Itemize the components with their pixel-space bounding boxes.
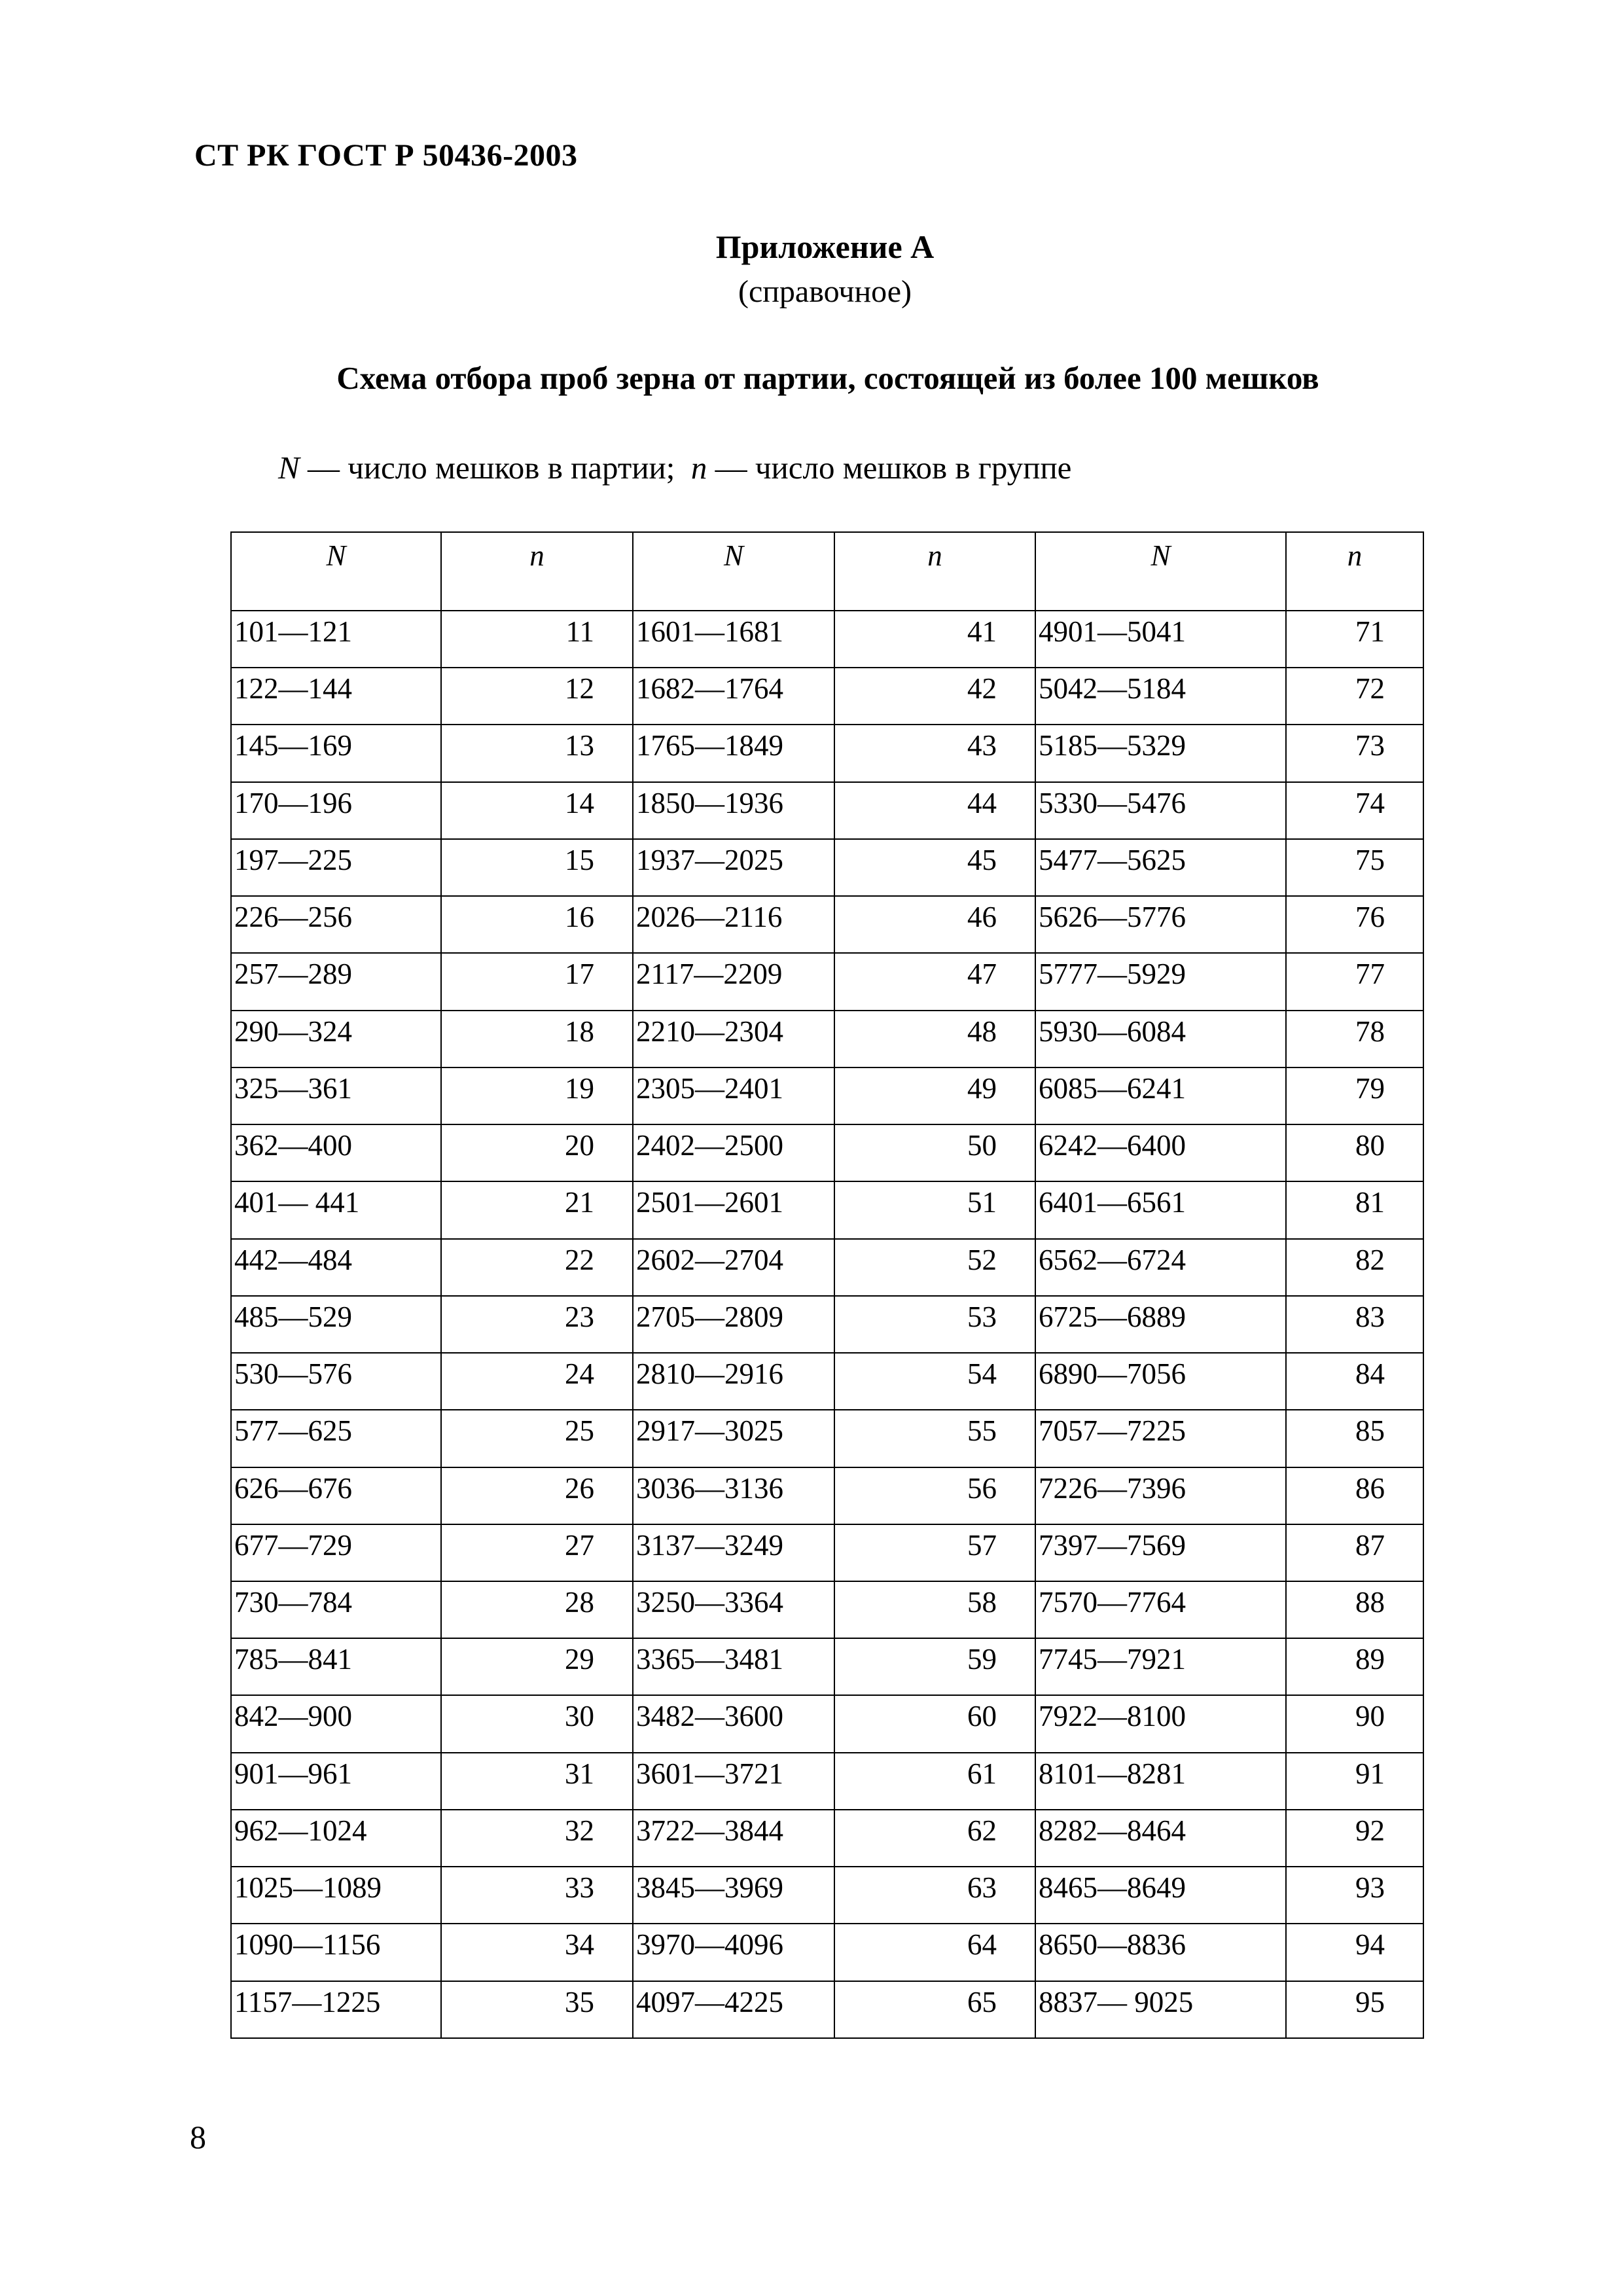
count-cell: 62 [834, 1810, 1035, 1867]
range-cell: 626—676 [231, 1467, 441, 1524]
count-cell: 35 [441, 1981, 633, 2038]
table-row [231, 896, 1423, 953]
range-cell: 442—484 [231, 1239, 441, 1296]
table-row [231, 1353, 1423, 1410]
range-cell: 5042—5184 [1035, 668, 1286, 725]
legend-n-lower-text: — число мешков в группе [707, 450, 1072, 486]
range-cell: 677—729 [231, 1524, 441, 1581]
count-cell: 33 [441, 1867, 633, 1924]
count-cell: 44 [834, 782, 1035, 839]
range-cell: 485—529 [231, 1296, 441, 1353]
count-cell: 64 [834, 1924, 1035, 1981]
count-cell: 29 [441, 1638, 633, 1695]
range-cell: 2117—2209 [633, 953, 834, 1010]
range-cell: 145—169 [231, 725, 441, 781]
sampling-table-body [231, 532, 1423, 2038]
range-cell: 3036—3136 [633, 1467, 834, 1524]
count-cell: 58 [834, 1581, 1035, 1638]
range-cell: 401— 441 [231, 1181, 441, 1238]
range-cell: 5477—5625 [1035, 839, 1286, 896]
legend-n-lower-symbol: n [690, 450, 707, 486]
count-cell: 19 [441, 1067, 633, 1124]
count-cell: 27 [441, 1524, 633, 1581]
range-cell: 2917—3025 [633, 1410, 834, 1467]
table-row [231, 1981, 1423, 2038]
range-cell: 6085—6241 [1035, 1067, 1286, 1124]
range-cell: 170—196 [231, 782, 441, 839]
range-cell: 8101—8281 [1035, 1753, 1286, 1810]
count-cell: 43 [834, 725, 1035, 781]
count-cell: 89 [1286, 1638, 1423, 1695]
count-cell: 17 [441, 953, 633, 1010]
table-row [231, 725, 1423, 781]
count-cell: 65 [834, 1981, 1035, 2038]
count-cell: 71 [1286, 611, 1423, 668]
count-cell: 86 [1286, 1467, 1423, 1524]
table-row [231, 1753, 1423, 1810]
count-cell: 11 [441, 611, 633, 668]
count-cell: 42 [834, 668, 1035, 725]
header-cell: n [834, 532, 1035, 611]
scheme-title: Схема отбора проб зерна от партии, состоящей из более 100 мешков [336, 360, 1319, 396]
count-cell: 75 [1286, 839, 1423, 896]
legend [278, 449, 1071, 486]
range-cell: 3137—3249 [633, 1524, 834, 1581]
count-cell: 41 [834, 611, 1035, 668]
range-cell: 3601—3721 [633, 1753, 834, 1810]
range-cell: 362—400 [231, 1124, 441, 1181]
count-cell: 16 [441, 896, 633, 953]
table-row [231, 1924, 1423, 1981]
count-cell: 31 [441, 1753, 633, 1810]
range-cell: 3482—3600 [633, 1695, 834, 1752]
count-cell: 56 [834, 1467, 1035, 1524]
count-cell: 92 [1286, 1810, 1423, 1867]
range-cell: 3365—3481 [633, 1638, 834, 1695]
count-cell: 81 [1286, 1181, 1423, 1238]
range-cell: 5777—5929 [1035, 953, 1286, 1010]
table-row [231, 1695, 1423, 1752]
count-cell: 49 [834, 1067, 1035, 1124]
table-row [231, 1067, 1423, 1124]
count-cell: 79 [1286, 1067, 1423, 1124]
range-cell: 3250—3364 [633, 1581, 834, 1638]
legend-n-upper-symbol: N [278, 450, 300, 486]
range-cell: 1850—1936 [633, 782, 834, 839]
range-cell: 2705—2809 [633, 1296, 834, 1353]
range-cell: 2602—2704 [633, 1239, 834, 1296]
range-cell: 2210—2304 [633, 1011, 834, 1067]
header-cell: n [1286, 532, 1423, 611]
range-cell: 1937—2025 [633, 839, 834, 896]
range-cell: 577—625 [231, 1410, 441, 1467]
count-cell: 72 [1286, 668, 1423, 725]
table-row [231, 1124, 1423, 1181]
header-cell: n [441, 532, 633, 611]
count-cell: 22 [441, 1239, 633, 1296]
count-cell: 28 [441, 1581, 633, 1638]
count-cell: 59 [834, 1638, 1035, 1695]
count-cell: 83 [1286, 1296, 1423, 1353]
range-cell: 5930—6084 [1035, 1011, 1286, 1067]
range-cell: 2402—2500 [633, 1124, 834, 1181]
range-cell: 6725—6889 [1035, 1296, 1286, 1353]
count-cell: 60 [834, 1695, 1035, 1752]
sampling-table [230, 531, 1424, 2039]
count-cell: 25 [441, 1410, 633, 1467]
range-cell: 7745—7921 [1035, 1638, 1286, 1695]
range-cell: 6401—6561 [1035, 1181, 1286, 1238]
range-cell: 842—900 [231, 1695, 441, 1752]
table-row [231, 1011, 1423, 1067]
count-cell: 57 [834, 1524, 1035, 1581]
table-row [231, 953, 1423, 1010]
range-cell: 730—784 [231, 1581, 441, 1638]
table-row [231, 1410, 1423, 1467]
range-cell: 1682—1764 [633, 668, 834, 725]
count-cell: 24 [441, 1353, 633, 1410]
count-cell: 74 [1286, 782, 1423, 839]
range-cell: 1025—1089 [231, 1867, 441, 1924]
legend-n-upper-text: — число мешков в партии; [299, 450, 691, 486]
count-cell: 47 [834, 953, 1035, 1010]
range-cell: 8282—8464 [1035, 1810, 1286, 1867]
appendix-subtitle: (справочное) [738, 274, 912, 309]
count-cell: 26 [441, 1467, 633, 1524]
range-cell: 5626—5776 [1035, 896, 1286, 953]
range-cell: 6562—6724 [1035, 1239, 1286, 1296]
range-cell: 5330—5476 [1035, 782, 1286, 839]
range-cell: 2501—2601 [633, 1181, 834, 1238]
table-row [231, 1239, 1423, 1296]
table-row [231, 782, 1423, 839]
count-cell: 73 [1286, 725, 1423, 781]
range-cell: 2305—2401 [633, 1067, 834, 1124]
range-cell: 1601—1681 [633, 611, 834, 668]
count-cell: 78 [1286, 1011, 1423, 1067]
range-cell: 197—225 [231, 839, 441, 896]
count-cell: 94 [1286, 1924, 1423, 1981]
count-cell: 54 [834, 1353, 1035, 1410]
count-cell: 46 [834, 896, 1035, 953]
count-cell: 32 [441, 1810, 633, 1867]
range-cell: 1090—1156 [231, 1924, 441, 1981]
range-cell: 7226—7396 [1035, 1467, 1286, 1524]
page-number: 8 [190, 2119, 206, 2155]
count-cell: 77 [1286, 953, 1423, 1010]
count-cell: 23 [441, 1296, 633, 1353]
range-cell: 5185—5329 [1035, 725, 1286, 781]
count-cell: 61 [834, 1753, 1035, 1810]
table-row [231, 611, 1423, 668]
header-cell: N [231, 532, 441, 611]
count-cell: 48 [834, 1011, 1035, 1067]
range-cell: 2026—2116 [633, 896, 834, 953]
count-cell: 20 [441, 1124, 633, 1181]
count-cell: 50 [834, 1124, 1035, 1181]
range-cell: 122—144 [231, 668, 441, 725]
count-cell: 53 [834, 1296, 1035, 1353]
range-cell: 226—256 [231, 896, 441, 953]
range-cell: 1157—1225 [231, 1981, 441, 2038]
count-cell: 14 [441, 782, 633, 839]
table-row [231, 1581, 1423, 1638]
count-cell: 34 [441, 1924, 633, 1981]
table-row [231, 1467, 1423, 1524]
table-row [231, 668, 1423, 725]
range-cell: 3970—4096 [633, 1924, 834, 1981]
table-row [231, 839, 1423, 896]
count-cell: 55 [834, 1410, 1035, 1467]
count-cell: 84 [1286, 1353, 1423, 1410]
table-row [231, 1810, 1423, 1867]
range-cell: 101—121 [231, 611, 441, 668]
count-cell: 52 [834, 1239, 1035, 1296]
table-row [231, 1296, 1423, 1353]
range-cell: 962—1024 [231, 1810, 441, 1867]
count-cell: 88 [1286, 1581, 1423, 1638]
count-cell: 45 [834, 839, 1035, 896]
range-cell: 8465—8649 [1035, 1867, 1286, 1924]
count-cell: 90 [1286, 1695, 1423, 1752]
count-cell: 30 [441, 1695, 633, 1752]
range-cell: 530—576 [231, 1353, 441, 1410]
count-cell: 18 [441, 1011, 633, 1067]
count-cell: 21 [441, 1181, 633, 1238]
count-cell: 76 [1286, 896, 1423, 953]
range-cell: 325—361 [231, 1067, 441, 1124]
count-cell: 51 [834, 1181, 1035, 1238]
range-cell: 6890—7056 [1035, 1353, 1286, 1410]
count-cell: 13 [441, 725, 633, 781]
range-cell: 901—961 [231, 1753, 441, 1810]
table-row [231, 1181, 1423, 1238]
table-row [231, 1638, 1423, 1695]
count-cell: 63 [834, 1867, 1035, 1924]
range-cell: 1765—1849 [633, 725, 834, 781]
table-row [231, 1524, 1423, 1581]
header-cell: N [633, 532, 834, 611]
count-cell: 80 [1286, 1124, 1423, 1181]
table-row [231, 1867, 1423, 1924]
count-cell: 87 [1286, 1524, 1423, 1581]
count-cell: 85 [1286, 1410, 1423, 1467]
range-cell: 4901—5041 [1035, 611, 1286, 668]
range-cell: 6242—6400 [1035, 1124, 1286, 1181]
range-cell: 3722—3844 [633, 1810, 834, 1867]
range-cell: 2810—2916 [633, 1353, 834, 1410]
range-cell: 257—289 [231, 953, 441, 1010]
range-cell: 7397—7569 [1035, 1524, 1286, 1581]
appendix-title: Приложение А [715, 228, 935, 265]
range-cell: 785—841 [231, 1638, 441, 1695]
table-header-row [231, 532, 1423, 611]
count-cell: 12 [441, 668, 633, 725]
header-cell: N [1035, 532, 1286, 611]
count-cell: 82 [1286, 1239, 1423, 1296]
range-cell: 8837— 9025 [1035, 1981, 1286, 2038]
range-cell: 7570—7764 [1035, 1581, 1286, 1638]
range-cell: 8650—8836 [1035, 1924, 1286, 1981]
count-cell: 95 [1286, 1981, 1423, 2038]
range-cell: 4097—4225 [633, 1981, 834, 2038]
range-cell: 3845—3969 [633, 1867, 834, 1924]
document-code: СТ РК ГОСТ Р 50436-2003 [194, 138, 578, 173]
count-cell: 93 [1286, 1867, 1423, 1924]
count-cell: 91 [1286, 1753, 1423, 1810]
range-cell: 290—324 [231, 1011, 441, 1067]
range-cell: 7057—7225 [1035, 1410, 1286, 1467]
range-cell: 7922—8100 [1035, 1695, 1286, 1752]
count-cell: 15 [441, 839, 633, 896]
